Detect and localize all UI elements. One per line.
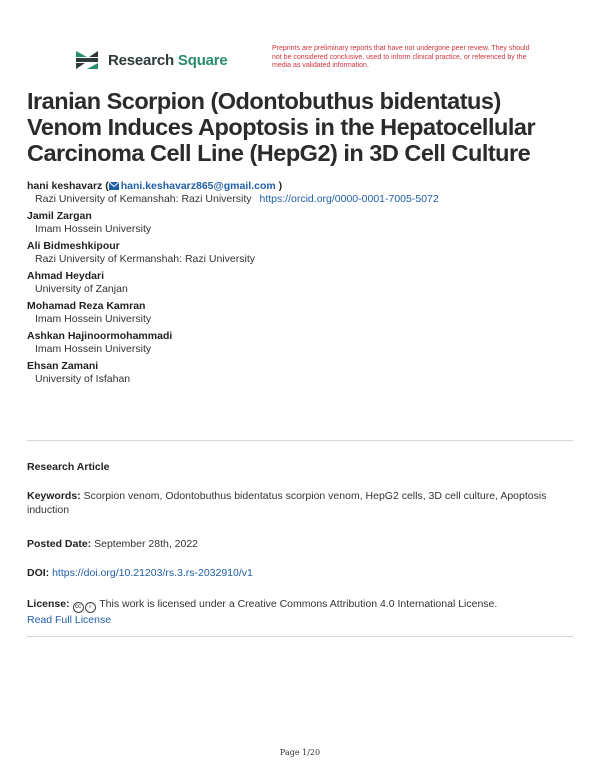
author-name: Jamil Zargan — [27, 210, 92, 222]
author-name: hani keshavarz ( hani.keshavarz865@gmail.com ) — [27, 180, 283, 192]
author-name: Mohamad Reza Kamran — [27, 300, 146, 312]
cc-icon: cc — [73, 602, 84, 613]
author-affiliation: Razi University of Kemanshah: Razi University https://orcid.org/0000-0001-7005-5072 — [35, 193, 439, 205]
author-name: Ahmad Heydari — [27, 270, 105, 282]
author-name: Ashkan Hajinoormohammadi — [27, 330, 173, 342]
paper-title: Iranian Scorpion (Odontobuthus bidentatus) Venom Induces Apoptosis in the Hepatocellular Carcinoma Cell Line (HepG2) in 3D Cell Culture — [27, 88, 536, 166]
orcid-link[interactable]: https://orcid.org/0000-0001-7005-5072 — [259, 193, 439, 205]
page-number: Page 1/20 — [279, 748, 321, 757]
read-full-license-link[interactable]: Read Full License — [27, 614, 112, 626]
author-affiliation: University of Zanjan — [35, 283, 128, 295]
divider — [27, 636, 573, 637]
cc-by-icon: i — [85, 602, 96, 613]
license: License: cc i This work is licensed under a Creative Commons Attribution 4.0 International License. Read Full License — [27, 598, 498, 626]
logo-text: Research Square — [108, 51, 228, 69]
divider — [27, 440, 573, 441]
header — [74, 45, 534, 79]
doi-link[interactable]: https://doi.org/10.21203/rs.3.rs-2032910/v1 — [52, 567, 253, 579]
research-square-logo[interactable] — [74, 47, 228, 73]
keywords: Keywords: Scorpion venom, Odontobuthus bidentatus scorpion venom, HepG2 cells, 3D cell culture, Apoptosis induction — [27, 490, 547, 516]
author-affiliation: Imam Hossein University — [35, 223, 152, 235]
author-name: Ehsan Zamani — [27, 360, 99, 372]
preprint-disclaimer: Preprints are preliminary reports that have not undergone peer review. They should not be considered conclusive, used to inform clinical practice, or referenced by the media as validated information. — [272, 45, 530, 69]
research-square-logo-icon — [74, 48, 100, 72]
author-email-link[interactable]: hani.keshavarz865@gmail.com — [120, 180, 276, 192]
author-affiliation: Razi University of Kermanshah: Razi University — [35, 253, 255, 265]
author-affiliation: Imam Hossein University — [35, 343, 152, 355]
author-affiliation: University of Isfahan — [35, 373, 131, 385]
author-list — [27, 180, 577, 390]
posted-date: Posted Date: September 28th, 2022 — [27, 538, 199, 550]
article-type: Research Article — [27, 461, 110, 473]
doi: DOI: https://doi.org/10.21203/rs.3.rs-2032910/v1 — [27, 567, 253, 579]
email-icon — [109, 182, 119, 190]
author-name: Ali Bidmeshkipour — [27, 240, 120, 252]
author-affiliation: Imam Hossein University — [35, 313, 152, 325]
